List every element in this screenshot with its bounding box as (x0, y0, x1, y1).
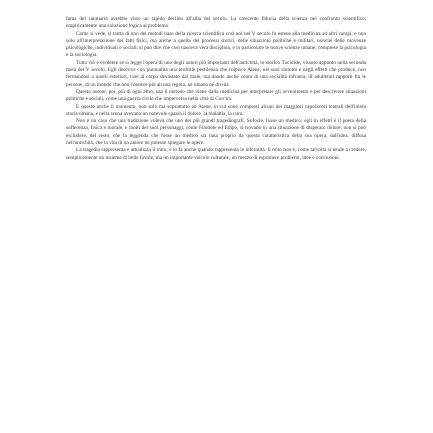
document-page (66, 16, 366, 420)
paragraph-3: Tutto ciò è evidente se si legge l'opera di uno degli autori più importanti dell'antichità, lo storico Tucidide, vissuto appunto nella seconda metà del V secolo. Egli descrive con puntualità una terribile pestilenza che colpisce Atene, nei suoi sintomi e negli effetti che produce, non fermandosi a quelli esteriori, cioè al corpo devastato dal male, ma dando anche conto di una socialità infranta, di adulterati rapporti fra le persone, di un mondo che non conosce più alcuna regola, né umana né divina. (66, 59, 366, 88)
paragraph-1: fama del santuario avrebbe visto un rapido declino all'alba del secolo. La crescente fiducia della scienza nel confronto scientifico, empiricamente una soluzione logica al problema. (66, 16, 366, 30)
paragraph-6: Non è un caso che una tradizione voleva che uno dei più grandi tragediografi, Sofocle, fosse un medico: egli in effetti è il poeta della sofferenza, fisica e morale, e molti dei suoi personaggi, come Filottete ed Edipo, si trovano in una situazione di disperato dolore; non si può escludere, del resto, che la leggenda che fosse un medico sia nata proprio da questa caratteristica della sua opera, dall'idea, diffusa nell'antichità, che la vita di un autore ne potesse spiegare le opere. (66, 118, 366, 147)
paragraph-4: Questo autore, poi, più di ogni altro, usa il metodo che viene dalla medicina per interpretare gli avvenimenti e per descrivere situazioni politiche e sociali, come una guerra civile che imperversa nella città di Corcira. (66, 88, 366, 103)
paragraph-5: E questo anche il momento, non solo ma soprattutto ad Atene, in cui sono composti alcuni dei maggiori capolavori teatrali dell'intera storia umana, e nella scena avevano un notevole spazio il dolore, la malattia, la cura. (66, 103, 366, 117)
paragraph-2: Come si vede, si tratta di uno dei metodi base della ricerca scientifica così noi nel V secolo fu esteso alla medicina ad altri campi, e non solo all'interpretazione dei fatti fisici, ma anche a quella dei processi storici, delle situazioni politiche e militari, nonché delle movenze psicologiche, individuali e sociali: si può dire che così nasceva vera disciplina, e in particolare le nuove scienze umane, comprese la psicologia e la sociologia. (66, 30, 366, 59)
paragraph-7: La tragedia rappresenta e attualizza il mito, e lo fa anche quando rappresenta le infermità. Il mito non è, come talvolta si tende a credere, semplicemente un insieme di belle favole, ma un importante veicolo culturale, un mezzo di esprimere problemi, idee e concezioni. (66, 147, 366, 161)
